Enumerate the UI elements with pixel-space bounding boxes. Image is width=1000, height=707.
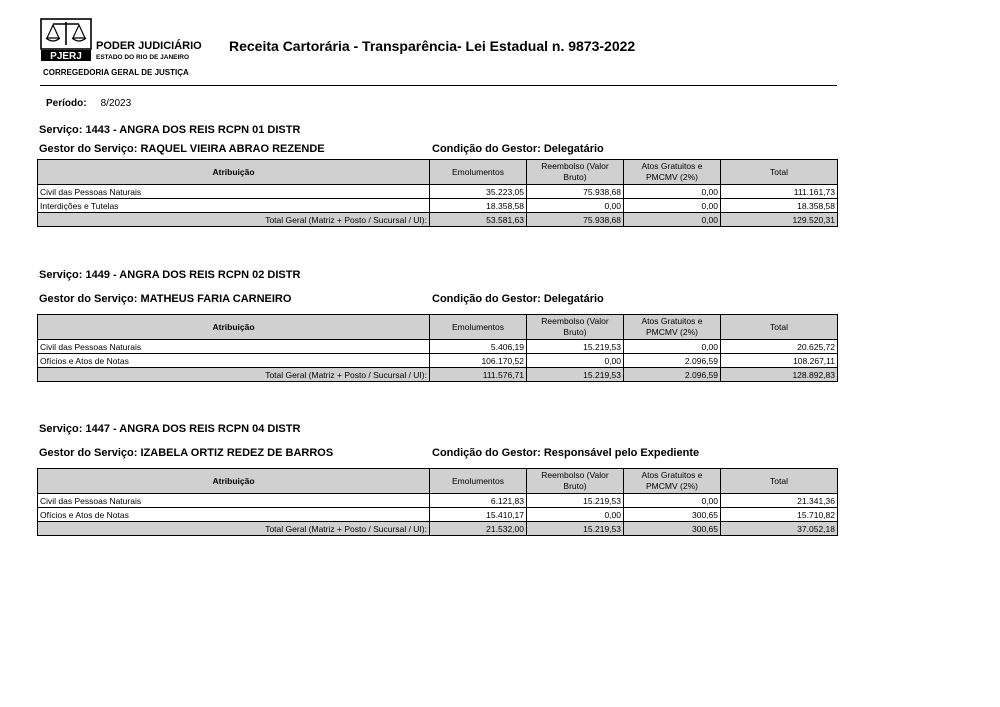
manager-condition: Condição do Gestor: Delegatário	[432, 143, 604, 155]
table-header-row	[38, 469, 838, 494]
cell-total: 108.267,11	[721, 354, 838, 368]
col-header-atos-gratuitos: Atos Gratuitos e PMCMV (2%)	[624, 469, 721, 494]
table-row	[38, 494, 838, 508]
col-header-attribution: Atribuição	[38, 160, 430, 185]
cell-attribution: Civil das Pessoas Naturais	[38, 185, 430, 199]
revenue-table	[37, 468, 838, 536]
period-value: 8/2023	[100, 98, 132, 109]
cell-atos-gratuitos: 0,00	[624, 199, 721, 213]
table-total-row	[38, 522, 838, 536]
service-title: Serviço: 1443 - ANGRA DOS REIS RCPN 01 DISTR	[39, 124, 301, 136]
total-total: 128.892,83	[721, 368, 838, 382]
cell-reembolso: 0,00	[527, 199, 624, 213]
cell-total: 20.625,72	[721, 340, 838, 354]
total-atos-gratuitos: 2.096,59	[624, 368, 721, 382]
col-header-attribution: Atribuição	[38, 315, 430, 340]
service-title: Serviço: 1447 - ANGRA DOS REIS RCPN 04 DISTR	[39, 423, 301, 435]
col-header-atos-gratuitos: Atos Gratuitos e PMCMV (2%)	[624, 160, 721, 185]
org-name: PODER JUDICIÁRIO	[96, 40, 202, 52]
cell-total: 111.161,73	[721, 185, 838, 199]
table-header-row	[38, 160, 838, 185]
cell-attribution: Ofícios e Atos de Notas	[38, 354, 430, 368]
service-title: Serviço: 1449 - ANGRA DOS REIS RCPN 02 DISTR	[39, 269, 301, 281]
table-total-row	[38, 213, 838, 227]
total-total: 129.520,31	[721, 213, 838, 227]
cell-total: 15.710,82	[721, 508, 838, 522]
service-manager: Gestor do Serviço: RAQUEL VIEIRA ABRAO REZENDE	[39, 143, 325, 155]
table-row	[38, 508, 838, 522]
total-atos-gratuitos: 0,00	[624, 213, 721, 227]
total-emolumentos: 111.576,71	[430, 368, 527, 382]
total-label: Total Geral (Matriz + Posto / Sucursal / UI):	[38, 213, 430, 227]
revenue-table	[37, 159, 838, 227]
cell-emolumentos: 106.170,52	[430, 354, 527, 368]
total-reembolso: 75.938,68	[527, 213, 624, 227]
col-header-attribution: Atribuição	[38, 469, 430, 494]
cell-atos-gratuitos: 0,00	[624, 185, 721, 199]
cell-attribution: Civil das Pessoas Naturais	[38, 494, 430, 508]
cell-atos-gratuitos: 0,00	[624, 494, 721, 508]
total-reembolso: 15.219,53	[527, 368, 624, 382]
col-header-total: Total	[721, 469, 838, 494]
cell-reembolso: 0,00	[527, 354, 624, 368]
service-manager: Gestor do Serviço: MATHEUS FARIA CARNEIRO	[39, 293, 292, 305]
cell-emolumentos: 5.406,19	[430, 340, 527, 354]
cell-atos-gratuitos: 300,65	[624, 508, 721, 522]
col-header-atos-gratuitos: Atos Gratuitos e PMCMV (2%)	[624, 315, 721, 340]
cell-atos-gratuitos: 2.096,59	[624, 354, 721, 368]
cell-attribution: Ofícios e Atos de Notas	[38, 508, 430, 522]
col-header-reembolso: Reembolso (Valor Bruto)	[527, 160, 624, 185]
table-header-row	[38, 315, 838, 340]
total-reembolso: 15.219,53	[527, 522, 624, 536]
col-header-total: Total	[721, 315, 838, 340]
table-row	[38, 340, 838, 354]
total-atos-gratuitos: 300,65	[624, 522, 721, 536]
cell-emolumentos: 6.121,83	[430, 494, 527, 508]
cell-atos-gratuitos: 0,00	[624, 340, 721, 354]
org-state: ESTADO DO RIO DE JANEIRO	[96, 54, 190, 61]
cell-emolumentos: 15.410,17	[430, 508, 527, 522]
period-label: Período:	[46, 98, 87, 109]
total-emolumentos: 21.532,00	[430, 522, 527, 536]
revenue-table	[37, 314, 838, 382]
cell-reembolso: 15.219,53	[527, 340, 624, 354]
header-divider	[40, 85, 837, 86]
logo-text: PJERJ	[50, 51, 82, 62]
table-row	[38, 354, 838, 368]
table-total-row	[38, 368, 838, 382]
col-header-total: Total	[721, 160, 838, 185]
org-dept: CORREGEDORIA GERAL DE JUSTIÇA	[43, 68, 189, 77]
col-header-emolumentos: Emolumentos	[430, 315, 527, 340]
table-row	[38, 185, 838, 199]
cell-reembolso: 75.938,68	[527, 185, 624, 199]
pjerj-logo	[40, 18, 92, 62]
col-header-emolumentos: Emolumentos	[430, 469, 527, 494]
table-row	[38, 199, 838, 213]
manager-condition: Condição do Gestor: Responsável pelo Expediente	[432, 447, 700, 459]
col-header-emolumentos: Emolumentos	[430, 160, 527, 185]
cell-reembolso: 15.219,53	[527, 494, 624, 508]
period-line	[46, 98, 131, 109]
cell-attribution: Civil das Pessoas Naturais	[38, 340, 430, 354]
cell-emolumentos: 18.358,58	[430, 199, 527, 213]
document-title: Receita Cartorária - Transparência- Lei Estadual n. 9873-2022	[229, 38, 636, 54]
total-emolumentos: 53.581,63	[430, 213, 527, 227]
total-label: Total Geral (Matriz + Posto / Sucursal / UI):	[38, 522, 430, 536]
cell-total: 21.341,36	[721, 494, 838, 508]
cell-total: 18.358,58	[721, 199, 838, 213]
service-manager: Gestor do Serviço: IZABELA ORTIZ REDEZ DE BARROS	[39, 447, 334, 459]
total-label: Total Geral (Matriz + Posto / Sucursal / UI):	[38, 368, 430, 382]
cell-emolumentos: 35.223,05	[430, 185, 527, 199]
manager-condition: Condição do Gestor: Delegatário	[432, 293, 604, 305]
total-total: 37.052,18	[721, 522, 838, 536]
cell-reembolso: 0,00	[527, 508, 624, 522]
cell-attribution: Interdições e Tutelas	[38, 199, 430, 213]
col-header-reembolso: Reembolso (Valor Bruto)	[527, 469, 624, 494]
col-header-reembolso: Reembolso (Valor Bruto)	[527, 315, 624, 340]
